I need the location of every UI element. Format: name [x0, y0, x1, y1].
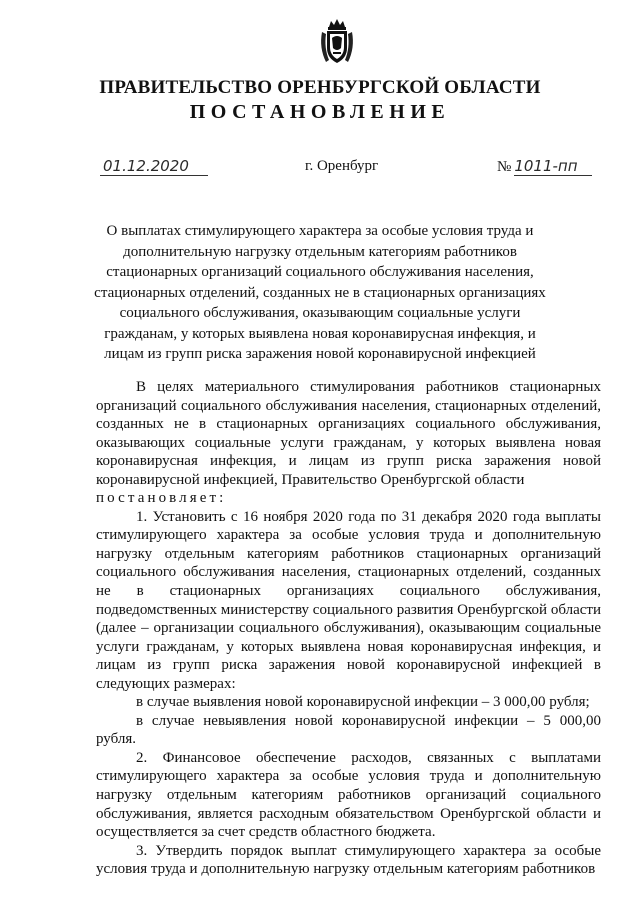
organization-name: ПРАВИТЕЛЬСТВО ОРЕНБУРГСКОЙ ОБЛАСТИ	[99, 77, 541, 98]
item-1-paragraph: 1. Установить с 16 ноября 2020 года по 31 декабря 2020 года выплаты стимулирующего характера за особые условия труда и дополнительную нагрузку отдельным категориям работников стационарных организаций социального обслуживания населения, стационарных отделений, созданных не в стационарных организациях социального обслуживания, подведомственных министерству социального развития Оренбургской области (далее – организации социального обслуживания), оказывающим социальные услуги гражданам, у которых выявлена новая коронавирусная инфекция, и лицам из групп риска заражения новой коронавирусной инфекцией в следующих размерах:	[96, 508, 601, 692]
preamble-paragraph: В целях материального стимулирования работников стационарных организаций социального обслуживания населения, стационарных отделений, созданных не в стационарных организациях социального обслуживания, оказывающих социальные услуги гражданам, у которых выявлена новая коронавирусная инфекция, и лицам из групп риска заражения новой коронавирусной инфекцией, Правительство Оренбургской области	[96, 379, 601, 488]
item-1b-paragraph: в случае невыявления новой коронавирусной инфекции – 5 000,00 рубля.	[96, 712, 601, 748]
item-2-paragraph: 2. Финансовое обеспечение расходов, связанных с выплатами стимулирующего характера за особые условия труда и дополнительную нагрузку отдельным категориям работников организаций социального обслуживания, является расходным обязательством Оренбургской области и осуществляется за счет средств областного бюджета.	[96, 749, 601, 841]
document-date: 01.12.2020	[100, 158, 208, 176]
document-number	[497, 158, 592, 176]
item-1a-paragraph: в случае выявления новой коронавирусной инфекции – 3 000,00 рубля;	[136, 694, 590, 711]
document-city: г. Оренбург	[305, 158, 379, 174]
number-label: №	[497, 159, 512, 175]
document-title: О выплатах стимулирующего характера за особые условия труда и дополнительную нагрузку отдельным категориям работников стационарных организаций социального обслуживания населения, стационарных отделений, созданных не в стационарных организациях социального обслуживания, оказывающим социальные услуги гражданам, у которых выявлена новая коронавирусная инфекция, и лицам из групп риска заражения новой коронавирусной инфекцией	[94, 223, 546, 362]
document-type: ПОСТАНОВЛЕНИЕ	[189, 101, 451, 123]
number-value: 1011-пп	[514, 158, 592, 176]
item-3-paragraph: 3. Утвердить порядок выплат стимулирующего характера за особые условия труда и дополнительную нагрузку отдельным категориям работников	[96, 842, 601, 878]
decree-word: постановляет:	[96, 490, 227, 507]
document-body	[96, 378, 601, 879]
coat-of-arms-icon	[317, 18, 357, 66]
